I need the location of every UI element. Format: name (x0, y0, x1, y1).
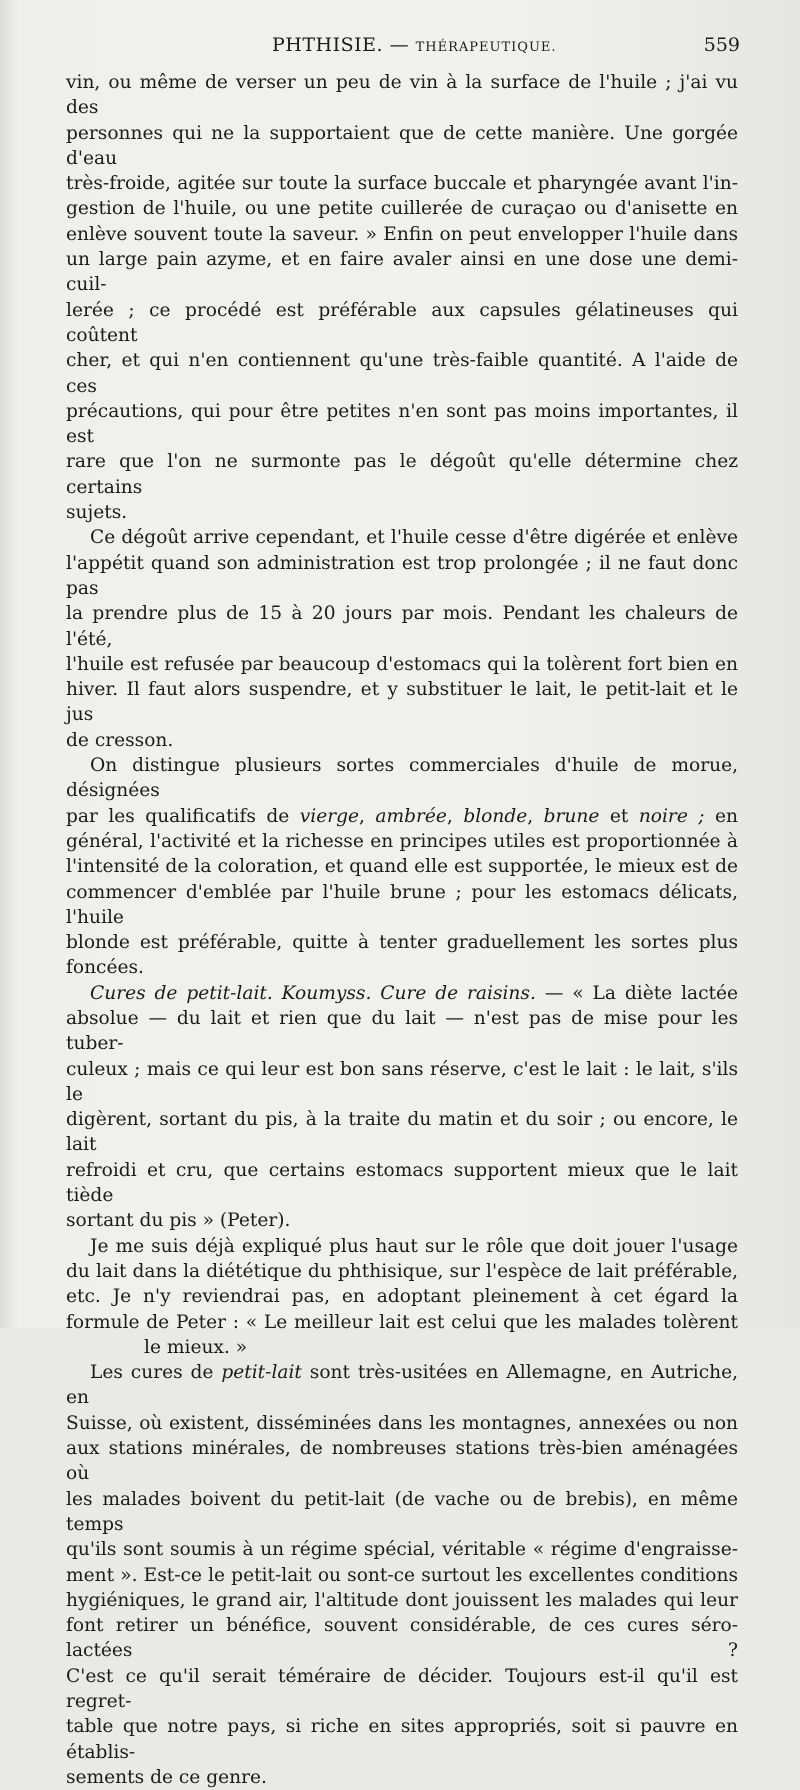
text-line: font retirer un bénéfice, souvent considérable, de ces cures séro-lactées ? (66, 1615, 738, 1662)
section-heading: Cures de petit-lait. Koumyss. Cure de raisins. (90, 982, 536, 1004)
text-line: digèrent, sortant du pis, à la traite du matin et du soir ; ou encore, le lait (66, 1109, 738, 1156)
page-number: 559 (703, 34, 740, 56)
header-subtitle: THÉRAPEUTIQUE. (415, 40, 557, 55)
text-line: qu'ils sont soumis à un régime spécial, véritable « régime d'engraisse- (66, 1539, 738, 1561)
text-line: précautions, qui pour être petites n'en sont pas moins importantes, il est (66, 400, 738, 448)
text-line: hygiéniques, le grand air, l'altitude dont jouissent les malades qui leur (66, 1589, 738, 1611)
text-line: sujets. (66, 502, 128, 524)
text-line: ment ». Est-ce le petit-lait ou sont-ce surtout les excellentes conditions (66, 1564, 738, 1586)
text-line: par les qualificatifs de vierge, ambrée, blonde, brune et noire ; en (66, 805, 739, 827)
text-line: cher, et qui n'en contiennent qu'une très-faible quantité. A l'aide de ces (66, 350, 738, 397)
text-line: rare que l'on ne surmonte pas le dégoût qu'elle détermine chez certains (66, 451, 738, 498)
term-noire: noire ; (638, 805, 705, 827)
text-line: très-froide, agitée sur toute la surface buccale et pharyngée avant l'in- (66, 173, 738, 195)
text-line: C'est ce qu'il serait téméraire de décider. Toujours est-il qu'il est regret- (66, 1665, 738, 1712)
text-line: absolue — du lait et rien que du lait — n'est pas de mise pour les tuber- (66, 1007, 738, 1055)
text-line: formule de Peter : « Le meilleur lait est celui que les malades tolèrent (66, 1311, 738, 1333)
text-line: table que notre pays, si riche en sites appropriés, soit si pauvre en établis- (66, 1716, 738, 1763)
text-line: le mieux. » (144, 1336, 248, 1358)
body-text (66, 70, 738, 1790)
text-line: On distingue plusieurs sortes commerciales d'huile de morue, désignées (66, 755, 738, 802)
text-line: les malades boivent du petit-lait (de vache ou de brebis), en même temps (66, 1488, 738, 1535)
text-line: du lait dans la diététique du phthisique, sur l'espèce de lait préférable, (66, 1260, 738, 1282)
text-line: blonde est préférable, quitte à tenter graduellement les sortes plus (66, 932, 738, 954)
text-line: gestion de l'huile, ou une petite cuillerée de curaçao ou d'anisette en (66, 198, 738, 220)
text-line: l'appétit quand son administration est trop prolongée ; il ne faut donc pas (66, 552, 738, 599)
text-line: lerée ; ce procédé est préférable aux capsules gélatineuses qui coûtent (66, 299, 738, 346)
term-brune: brune (543, 805, 600, 827)
running-header (64, 34, 740, 62)
term-ambree: ambrée (375, 805, 447, 827)
text-line: Cures de petit-lait. Koumyss. Cure de raisins. — « La diète lactée (90, 982, 738, 1004)
text-line: la prendre plus de 15 à 20 jours par mois. Pendant les chaleurs de l'été, (66, 603, 738, 650)
text-line: Les cures de petit-lait sont très-usitées en Allemagne, en Autriche, en (66, 1362, 739, 1409)
text-line: sortant du pis » (Peter). (66, 1210, 291, 1232)
text-line: vin, ou même de verser un peu de vin à la surface de l'huile ; j'ai vu des (66, 72, 738, 119)
text-line: général, l'activité et la richesse en principes utiles est proportionnée à (66, 830, 738, 852)
text-line: Je me suis déjà expliqué plus haut sur le rôle que doit jouer l'usage (90, 1235, 738, 1257)
text-line: enlève souvent toute la saveur. » Enfin on peut envelopper l'huile dans (66, 223, 738, 245)
text-line: sements de ce genre. (66, 1766, 267, 1788)
term-vierge: vierge (299, 805, 360, 827)
header-title: PHTHISIE. — THÉRAPEUTIQUE. (272, 34, 557, 56)
text-line: etc. Je n'y reviendrai pas, en adoptant pleinement à cet égard la (66, 1286, 738, 1308)
text-line: un large pain azyme, et en faire avaler ainsi en une dose une demi-cuil- (66, 249, 738, 296)
text-line: l'intensité de la coloration, et quand elle est supportée, le mieux est de (66, 856, 738, 878)
text-line: culeux ; mais ce qui leur est bon sans réserve, c'est le lait : le lait, s'ils le (66, 1058, 738, 1105)
text-line: Ce dégoût arrive cependant, et l'huile cesse d'être digérée et enlève (90, 527, 738, 549)
text-line: de cresson. (66, 729, 174, 751)
text-line: aux stations minérales, de nombreuses stations très-bien aménagées où (66, 1438, 738, 1485)
text-line: personnes qui ne la supportaient que de cette manière. Une gorgée d'eau (66, 122, 738, 169)
text-line: l'huile est refusée par beaucoup d'estomacs qui la tolèrent fort bien en (66, 653, 738, 675)
term-blonde: blonde (463, 805, 528, 827)
term-petit-lait: petit-lait (221, 1362, 302, 1384)
text-line: foncées. (66, 957, 144, 979)
text-line: Suisse, où existent, disséminées dans les montagnes, annexées ou non (66, 1412, 738, 1434)
text-line: commencer d'emblée par l'huile brune ; pour les estomacs délicats, l'huile (66, 881, 738, 928)
text-line: refroidi et cru, que certains estomacs supportent mieux que le lait tiède (66, 1159, 738, 1207)
text-line: hiver. Il faut alors suspendre, et y substituer le lait, le petit-lait et le jus (66, 679, 738, 726)
